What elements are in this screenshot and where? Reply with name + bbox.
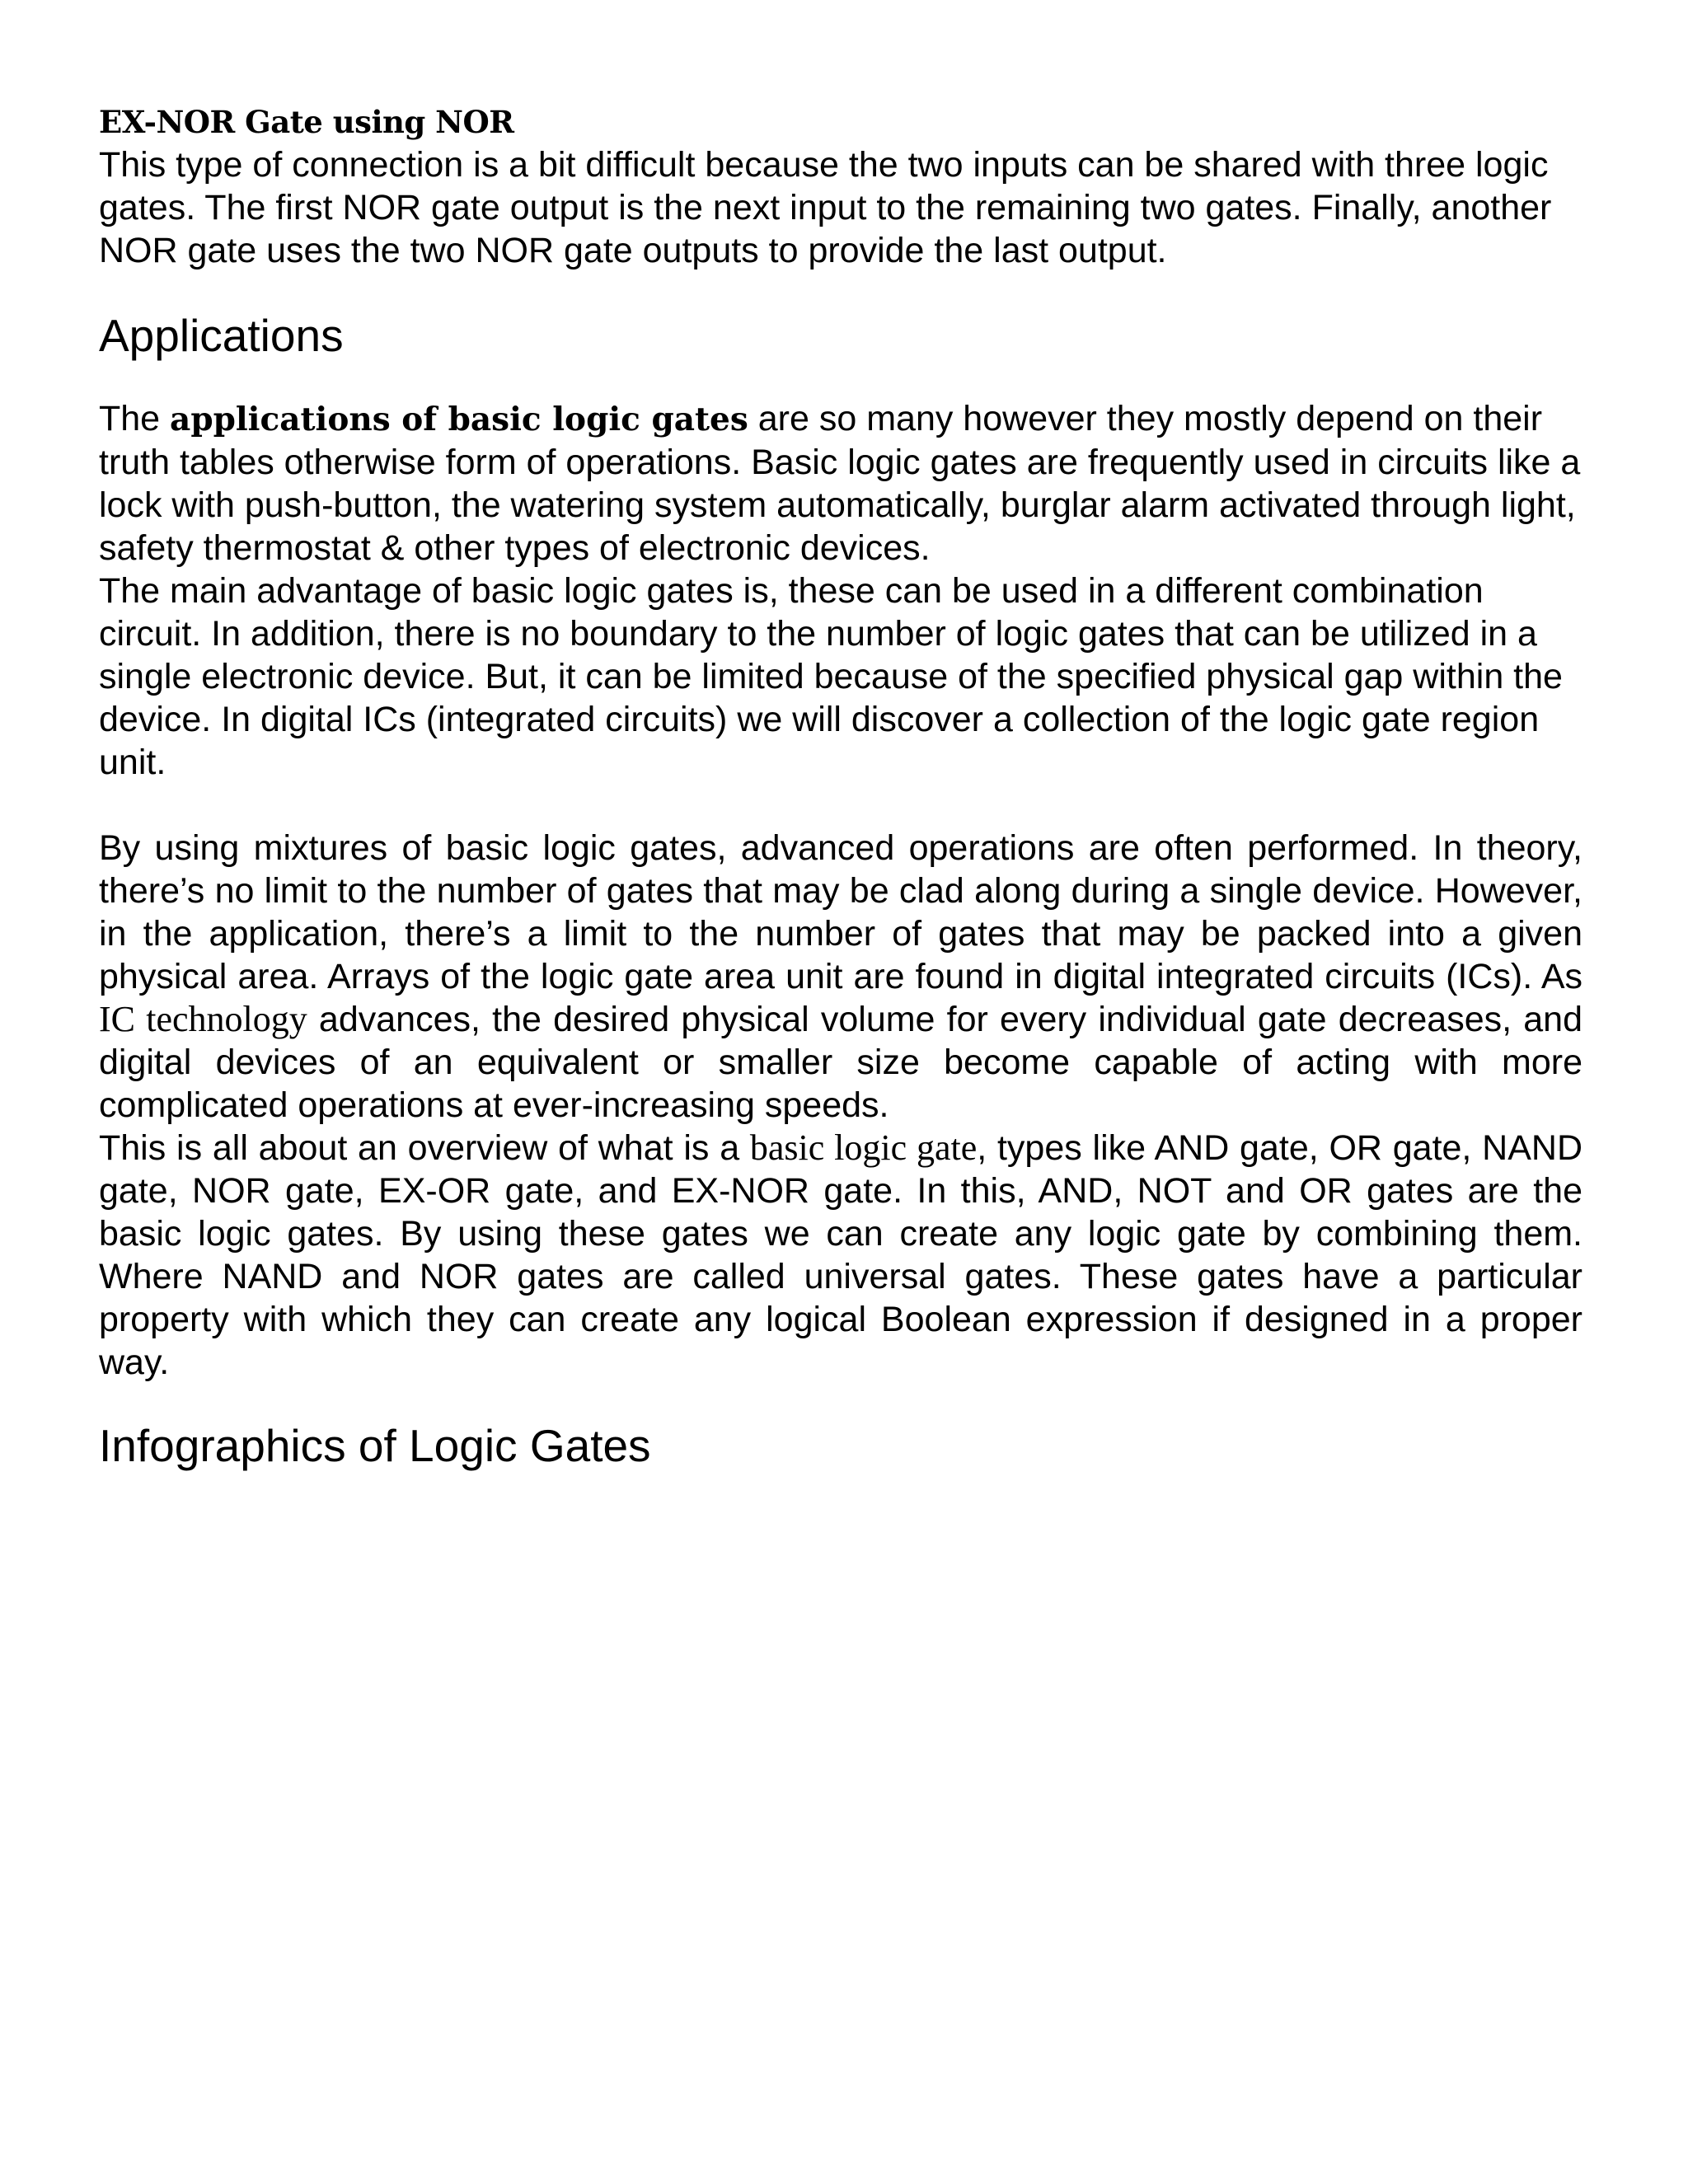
applications-p3-rest: advances, the desired physical volume for every individual gate decreases, and digital devices of an equivalent or smaller size become capable of acting with more complicated operations at ever-increasing speeds.: [99, 1000, 1582, 1125]
basic-logic-gate-link[interactable]: basic logic gate: [749, 1127, 978, 1168]
exnor-section-title: EX-NOR Gate using NOR: [99, 104, 514, 140]
applications-heading: Applications: [99, 310, 344, 361]
applications-p1-rest: are so many however they mostly depend on their truth tables otherwise form of operations. Basic logic gates are frequently used in circuits like a lock with push-button, the watering system automatically, burglar alarm activated through light, safety thermostat & other types of electronic devices.: [99, 399, 1581, 568]
applications-p1-start: The: [99, 399, 171, 438]
applications-paragraph-4: [99, 1127, 1582, 1384]
applications-paragraph-3: [99, 827, 1582, 1127]
applications-p3-start: By using mixtures of basic logic gates, advanced operations are often performed. In theory, there’s no limit to the number of gates that may be clad along during a single device. However, in the application, there’s a limit to the number of gates that may be packed into a given physical area. Arrays of the logic gate area unit are found in digital integrated circuits (ICs). As: [99, 828, 1582, 996]
exnor-paragraph: This type of connection is a bit difficult because the two inputs can be shared with three logic gates. The first NOR gate output is the next input to the remaining two gates. Finally, another NOR gate uses the two NOR gate outputs to provide the last output.: [99, 145, 1552, 270]
applications-p4-start: This is all about an overview of what is a: [99, 1128, 750, 1168]
applications-link-bold[interactable]: applications of basic logic gates: [170, 401, 748, 438]
document-page: [99, 101, 1582, 1474]
infographics-heading: Infographics of Logic Gates: [99, 1420, 651, 1471]
applications-paragraph-1: [99, 397, 1582, 569]
applications-p4-rest: , types like AND gate, OR gate, NAND gate, NOR gate, EX-OR gate, and EX-NOR gate. In this, AND, NOT and OR gates are the basic logic gates. By using these gates we can create any logic gate by combining them. Where NAND and NOR gates are called universal gates. These gates have a particular property with which they can create any logical Boolean expression if designed in a proper way.: [99, 1128, 1582, 1382]
applications-paragraph-2: The main advantage of basic logic gates is, these can be used in a different combination circuit. In addition, there is no boundary to the number of logic gates that can be utilized in a single electronic device. But, it can be limited because of the specified physical gap within the device. In digital ICs (integrated circuits) we will discover a collection of the logic gate region unit.: [99, 571, 1563, 782]
ic-technology-link[interactable]: IC technology: [99, 999, 307, 1039]
